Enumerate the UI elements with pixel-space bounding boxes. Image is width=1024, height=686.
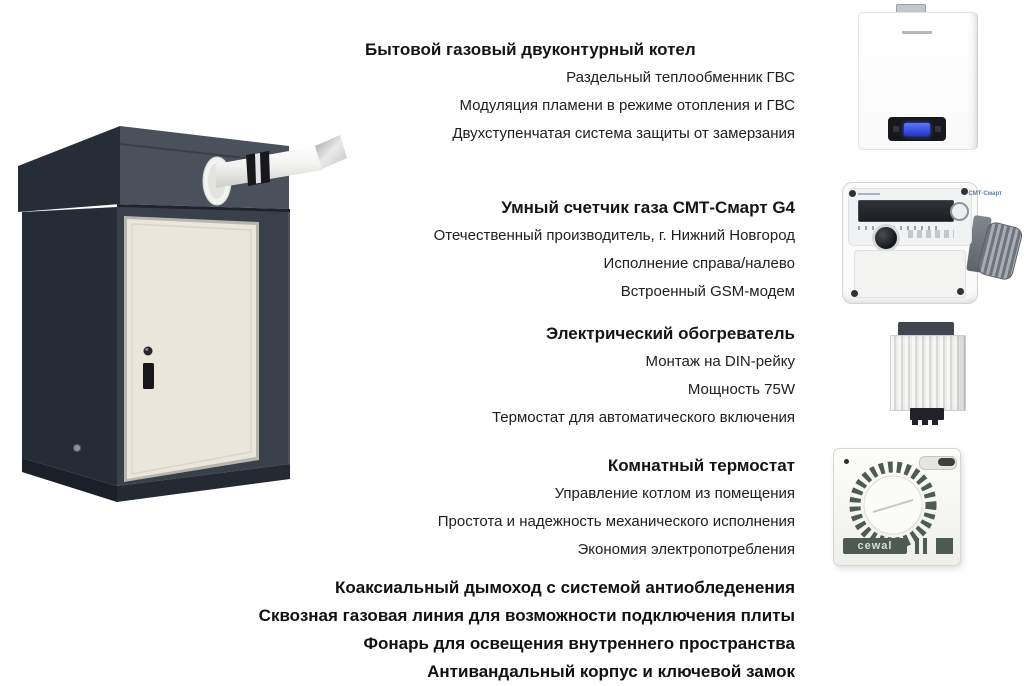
screw-icon (961, 188, 968, 195)
section-title: Электрический обогреватель (546, 324, 795, 343)
cabinet-side-panel (22, 207, 117, 486)
screw-icon (849, 190, 856, 197)
door-handle-slot (143, 363, 154, 389)
boiler-button (935, 126, 941, 132)
boiler-photo (858, 4, 978, 150)
keyhole (144, 347, 153, 356)
screw-icon (851, 290, 858, 297)
thermostat-deco-bar (923, 538, 927, 554)
footer-features (250, 574, 795, 686)
thermostat-photo (833, 448, 961, 566)
section-item: Исполнение справа/налево (603, 255, 795, 272)
section-title: Умный счетчик газа СМТ-Смарт G4 (501, 198, 795, 217)
section-item: Монтаж на DIN-рейку (645, 353, 795, 370)
front-edge-highlight (288, 212, 290, 464)
thermostat-switch-knob (938, 458, 955, 466)
footer-feature: Антивандальный корпус и ключевой замок (427, 662, 795, 681)
thermostat-logo-band (843, 538, 907, 554)
section-item: Двухступенчатая система защиты от замерзания (452, 125, 795, 142)
section-item: Модуляция пламени в режиме отопления и ГВС (459, 97, 795, 114)
meter-brand-label: СМТ-Смарт (968, 191, 1002, 197)
footer-feature: Сквозная газовая линия для возможности подключения плиты (258, 606, 795, 625)
section-thermostat (365, 452, 795, 564)
keyhole-highlight (145, 348, 148, 351)
gas-meter-photo (842, 178, 1014, 304)
boiler-brand-mark (902, 31, 932, 34)
footer-feature: Коаксиальный дымоход с системой антиобледенения (335, 578, 795, 597)
section-item: Термостат для автоматического включения (491, 409, 795, 426)
top-box-side (18, 126, 120, 212)
section-item: Управление котлом из помещения (554, 485, 795, 502)
thermostat-switch (919, 456, 957, 470)
section-item: Мощность 75W (687, 381, 795, 398)
thermostat-led-dot (844, 459, 849, 464)
meter-round-button (950, 202, 969, 221)
thermostat-deco-bar (915, 538, 919, 554)
thermostat-brand-label: cewal (857, 539, 893, 552)
heater-connector-teeth (912, 419, 942, 425)
meter-maker-mark (858, 193, 880, 195)
cabinet-photo (12, 118, 352, 518)
heater-photo (888, 322, 966, 426)
section-item: Встроенный GSM-модем (620, 283, 795, 300)
side-screw (74, 445, 81, 452)
pipe-coupling-stripe (255, 153, 261, 184)
section-item: Простота и надежность механического исполнения (437, 513, 795, 530)
boiler-lcd-display (904, 123, 930, 136)
section-heater (365, 320, 795, 432)
section-item: Экономия электропотребления (577, 541, 795, 558)
section-boiler (365, 36, 795, 148)
meter-label-glyphs (908, 230, 954, 238)
cabinet-illustration (12, 118, 352, 518)
section-title: Комнатный термостат (607, 456, 795, 475)
meter-lcd-display (858, 200, 954, 222)
meter-optical-port (872, 224, 900, 252)
thermostat-deco-square (936, 538, 953, 554)
section-item: Раздельный теплообменник ГВС (566, 69, 795, 86)
heater-fins (890, 335, 966, 411)
boiler-control-panel (888, 117, 946, 141)
boiler-button (893, 126, 899, 132)
screw-icon (957, 288, 964, 295)
footer-feature: Фонарь для освещения внутреннего пространства (363, 634, 795, 653)
section-title: Бытовой газовый двуконтурный котел (365, 40, 696, 59)
section-gas-meter (365, 194, 795, 306)
meter-lower-flap (854, 250, 966, 298)
section-item: Отечественный производитель, г. Нижний Новгород (433, 227, 795, 244)
